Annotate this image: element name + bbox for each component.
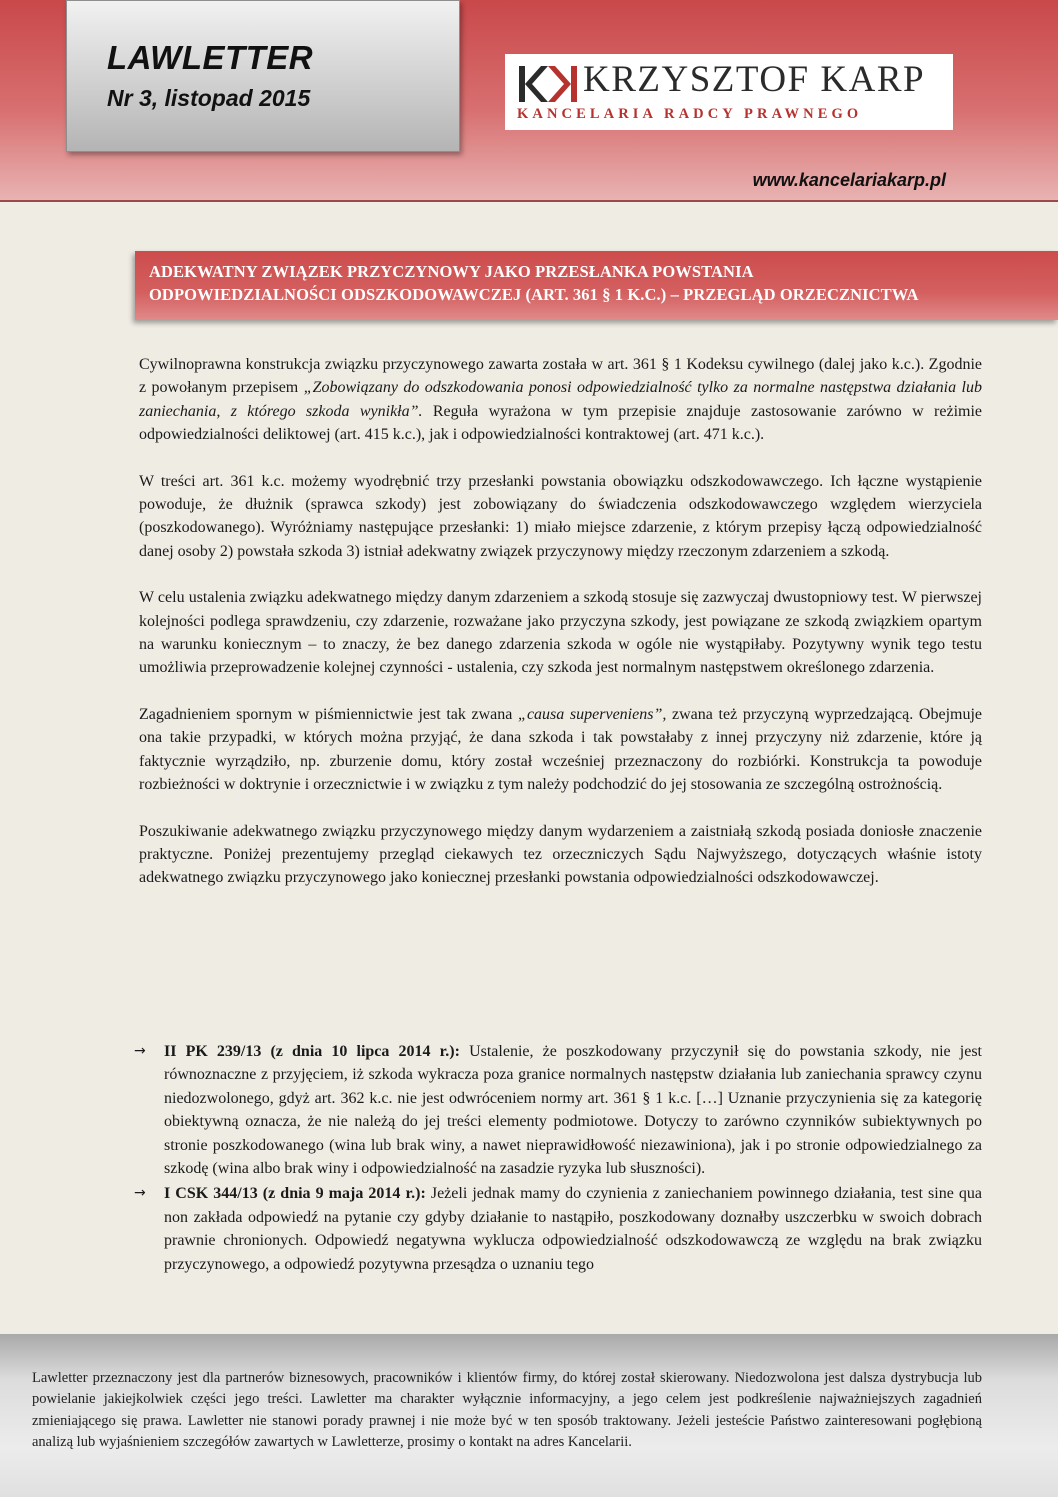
firm-subtitle: KANCELARIA RADCY PRAWNEGO — [517, 106, 863, 122]
paragraph-5: Poszukiwanie adekwatnego związku przyczynowego między danym wydarzeniem a zaistniałą szkodą posiada doniosłe znaczenie praktyczne. Poniżej prezentujemy przegląd ciekawych tez orzeczniczych Sądu Najwyższego, dotyczących właśnie istoty adekwatnego związku przyczynowego jako koniecznej przesłanki powstania odpowiedzialności odszkodowawczej. — [139, 822, 982, 887]
arrow-right-icon: → — [134, 1043, 146, 1059]
paragraph-4-quote: „causa superveniens”, — [518, 705, 667, 723]
case-reference: I CSK 344/13 (z dnia 9 maja 2014 r.): — [164, 1185, 426, 1203]
disclaimer-text: Lawletter przeznaczony jest dla partnerów biznesowych, pracowników i klientów firmy, do której został skierowany. Niedozwolona jest dalsza dystrybucja lub powielanie jakiejkolwiek części jego treści. Lawletter ma charakter wyłącznie informacyjny, a jego celem jest podkreślenie najważniejszych zagadnień zmieniającego się prawa. Lawletter nie stanowi porady prawnej i nie może być w ten sposób traktowany. Jeżeli jesteście Państwo zainteresowani pogłębioną analizą lub wyjaśnieniem szczegółów zawartych w Lawletterze, prosimy o kontakt na adres Kancelarii. — [32, 1370, 982, 1450]
article-body — [139, 353, 982, 913]
newsletter-issue: Nr 3, listopad 2015 — [107, 85, 311, 111]
firm-name: KRZYSZTOF KARP — [583, 59, 926, 100]
article-title-banner — [135, 251, 1058, 320]
paragraph-2: W treści art. 361 k.c. możemy wyodrębnić trzy przesłanki powstania obowiązku odszkodowawczego. Ich łączne wystąpienie powoduje, że dłużnik (sprawca szkody) jest zobowiązany do świadczenia odszkodowawczego względem wierzyciela (poszkodowanego). Wyróżniamy następujące przesłanki: 1) miało miejsce zdarzenie, z którym przepisy łączą odpowiedzialność danej osoby 2) powstała szkoda 3) istniał adekwatny związek przyczynowy między rzeczonym zdarzeniem a szkodą. — [139, 472, 982, 560]
paragraph-1-text-a: Cywilnoprawna konstrukcja związku przyczynowego zawarta została w art. 361 § 1 Kodeksu cywilnego (dalej jako k.c.). Zgodnie z powołanym przepisem — [139, 356, 982, 397]
paragraph-1-quote: „Zobowiązany do odszkodowania ponosi odpowiedzialność tylko za normalne następstwa działania lub zaniechania, z którego szkoda wynikła”. — [139, 379, 982, 420]
paragraph-4-text-a: Zagadnieniem spornym w piśmiennictwie jest tak zwana — [139, 705, 519, 723]
paragraph-1-text-b: Reguła wyrażona w tym przepisie znajduje zastosowanie zarówno w reżimie odpowiedzialności deliktowej (art. 415 k.c.), jak i odpowiedzialności kontraktowej (art. 471 k.c.). — [139, 402, 982, 444]
list-item — [134, 1040, 983, 1180]
newsletter-title: LAWLETTER — [107, 39, 314, 76]
kk-monogram-icon — [517, 62, 579, 106]
paragraph-4 — [139, 703, 982, 797]
newsletter-title-box — [66, 0, 460, 152]
case-text: Jeżeli jednak mamy do czynienia z zaniechaniem powinnego działania, test sine qua non zakłada odpowiedź na pytanie czy gdyby działanie to nastąpiło, poszkodowany doznałby uszczerbku w swoich dobrach prawnie chronionych. Odpowiedź negatywna wyklucza odpowiedzialność odszkodowawczą ze względu na brak związku przyczynowego, a odpowiedź pozytywna przesądza o uznaniu tego — [164, 1185, 983, 1273]
arrow-right-icon: → — [134, 1185, 146, 1202]
page-footer — [0, 1334, 1058, 1497]
website-link[interactable]: www.kancelariakarp.pl — [752, 170, 946, 190]
paragraph-1 — [139, 353, 982, 447]
case-text: Ustalenie, że poszkodowany przyczynił się do powstania szkody, nie jest równoznaczne z przyjęciem, iż szkoda wykracza poza granice normalnych następstw działania lub zaniechania sprawcy czynu niedozwolonego, gdyż art. 362 k.c. nie jest odwróceniem normy art. 361 § 1 k.c. […] Uznanie przyczynienia się za kategorię obiektywną oznacza, że nie należą do jej treści elementy podmiotowe. Dotyczy to zarówno czynników subiektywnych po stronie poszkodowanego (wina lub brak winy, a nawet nieprawidłowość niezawiniona), jak i po stronie odpowiedzialnego za szkodę (wina albo brak winy i odpowiedzialność na zasadzie ryzyka lub słuszności). — [164, 1043, 983, 1178]
paragraph-3: W celu ustalenia związku adekwatnego między danym zdarzeniem a szkodą stosuje się zazwyczaj dwustopniowy test. W pierwszej kolejności podlega sprawdzeniu, czy zdarzenie, rozważane jako przyczyna szkody, jest powiązane ze szkodą związkiem opartym na warunku koniecznym – to znaczy, że bez danego zdarzenia szkoda w ogóle nie wystąpiłaby. Pozytywny wynik tego testu umożliwia przeprowadzenie kolejnej czynności - ustalenia, czy szkoda jest normalnym następstwem określonego zdarzenia. — [139, 589, 982, 677]
article-title-line-1: ADEKWATNY ZWIĄZEK PRZYCZYNOWY JAKO PRZESŁANKA POWSTANIA — [149, 262, 754, 281]
case-list — [134, 1040, 983, 1278]
firm-logo — [505, 54, 953, 130]
article-title-line-2: ODPOWIEDZIALNOŚCI ODSZKODOWAWCZEJ (ART. 361 § 1 K.C.) – PRZEGLĄD ORZECZNICTWA — [149, 285, 919, 304]
page-header — [0, 0, 1058, 202]
case-reference: II PK 239/13 (z dnia 10 lipca 2014 r.): — [164, 1043, 460, 1060]
paragraph-4-text-b: zwana też przyczyną wyprzedzającą. Obejmuje ona takie przypadki, w których można przyjąć, że dana szkoda i tak powstałaby z innej przyczyny niż zdarzenie, które ją faktycznie wyrządziło, np. zburzenie domu, który został wcześniej przeznaczony do rozbiórki. Konstrukcja ta powoduje rozbieżności w doktrynie i orzecznictwie i w związku z tym należy podchodzić do jej stosowania ze szczególną ostrożnością. — [139, 705, 983, 794]
list-item — [134, 1182, 983, 1276]
